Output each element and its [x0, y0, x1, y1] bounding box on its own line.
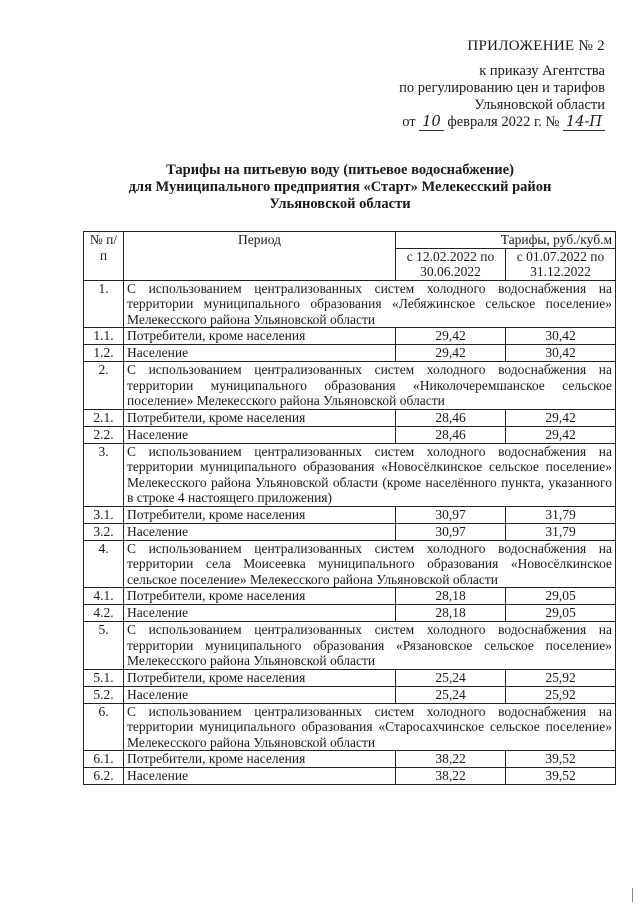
row-value-period-2: 29,42: [506, 426, 616, 443]
row-value-period-2: 31,79: [506, 506, 616, 523]
table-group-row: [84, 443, 616, 506]
row-number: 1.1.: [84, 328, 124, 345]
appendix-title: ПРИЛОЖЕНИЕ № 2: [467, 38, 605, 54]
table-row: [84, 409, 616, 426]
table-row: [84, 328, 616, 345]
date-rest: февраля 2022 г. №: [447, 114, 560, 130]
table-group-row: [84, 280, 616, 328]
row-number: 1.2.: [84, 345, 124, 362]
tariff-table-body: [84, 280, 616, 785]
row-label: Население: [124, 686, 396, 703]
row-number: 5.1.: [84, 669, 124, 686]
group-number: 4.: [84, 540, 124, 588]
date-prefix: от: [402, 114, 416, 130]
header-period: Период: [124, 232, 396, 281]
order-number-handwritten: 14-П: [563, 114, 605, 131]
header-tariffs: Тарифы, руб./куб.м: [396, 232, 616, 249]
header-number: № п/п: [84, 232, 124, 281]
row-value-period-1: 30,97: [396, 523, 506, 540]
document-title: [60, 162, 620, 213]
header-date-2: с 01.07.2022 по 31.12.2022: [506, 248, 616, 280]
row-number: 3.1.: [84, 506, 124, 523]
row-value-period-2: 39,52: [506, 768, 616, 785]
row-value-period-2: 25,92: [506, 669, 616, 686]
row-value-period-1: 25,24: [396, 669, 506, 686]
row-label: Потребители, кроме населения: [124, 669, 396, 686]
title-line-1: Тарифы на питьевую воду (питьевое водоснабжение): [166, 162, 514, 178]
appendix-line-region: Ульяновской области: [474, 97, 605, 113]
row-value-period-2: 31,79: [506, 523, 616, 540]
row-value-period-1: 38,22: [396, 751, 506, 768]
row-label: Население: [124, 523, 396, 540]
row-label: Потребители, кроме населения: [124, 751, 396, 768]
date-day-handwritten: 10: [419, 114, 443, 131]
row-value-period-1: 25,24: [396, 686, 506, 703]
appendix-date-line: [300, 114, 605, 131]
group-number: 6.: [84, 703, 124, 751]
row-number: 3.2.: [84, 523, 124, 540]
table-row: [84, 605, 616, 622]
row-number: 4.1.: [84, 588, 124, 605]
row-value-period-2: 29,05: [506, 605, 616, 622]
table-row: [84, 669, 616, 686]
row-value-period-2: 39,52: [506, 751, 616, 768]
row-number: 6.2.: [84, 768, 124, 785]
row-label: Население: [124, 605, 396, 622]
row-number: 2.1.: [84, 409, 124, 426]
row-number: 2.2.: [84, 426, 124, 443]
table-row: [84, 751, 616, 768]
group-description: С использованием централизованных систем холодного водоснабжения на территории муниципального образования «Рязановское сельское поселение» Мелекесского района Ульяновской области: [124, 622, 616, 670]
appendix-block: [300, 38, 605, 131]
title-line-2: для Муниципального предприятия «Старт» Мелекесский район: [128, 179, 552, 195]
appendix-line-agency: по регулированию цен и тарифов: [399, 80, 605, 96]
row-label: Потребители, кроме населения: [124, 506, 396, 523]
table-row: [84, 506, 616, 523]
group-number: 3.: [84, 443, 124, 506]
group-description: С использованием централизованных систем холодного водоснабжения на территории села Моисеевка муниципального образования «Новосёлкинское сельское поселение» Мелекесского района Ульяновской области: [124, 540, 616, 588]
row-value-period-2: 30,42: [506, 345, 616, 362]
row-value-period-2: 29,42: [506, 409, 616, 426]
table-group-row: [84, 703, 616, 751]
title-line-3: Ульяновской области: [269, 196, 411, 212]
row-label: Население: [124, 768, 396, 785]
table-row: [84, 345, 616, 362]
row-value-period-2: 25,92: [506, 686, 616, 703]
appendix-line-order: к приказу Агентства: [479, 63, 605, 79]
row-value-period-2: 30,42: [506, 328, 616, 345]
row-label: Потребители, кроме населения: [124, 588, 396, 605]
row-label: Потребители, кроме населения: [124, 328, 396, 345]
row-label: Население: [124, 345, 396, 362]
table-row: [84, 588, 616, 605]
row-value-period-1: 29,42: [396, 328, 506, 345]
tariff-table: [83, 231, 616, 785]
row-number: 6.1.: [84, 751, 124, 768]
table-row: [84, 686, 616, 703]
table-group-row: [84, 540, 616, 588]
table-group-row: [84, 622, 616, 670]
group-number: 1.: [84, 280, 124, 328]
row-label: Потребители, кроме населения: [124, 409, 396, 426]
group-number: 5.: [84, 622, 124, 670]
row-value-period-2: 29,05: [506, 588, 616, 605]
group-description: С использованием централизованных систем холодного водоснабжения на территории муниципального образования «Старосахчинское сельское поселение» Мелекесского района Ульяновской области: [124, 703, 616, 751]
row-value-period-1: 38,22: [396, 768, 506, 785]
table-group-row: [84, 362, 616, 410]
group-description: С использованием централизованных систем холодного водоснабжения на территории муниципального образования «Николочеремшанское сельское поселение» Мелекесского района Ульяновской области: [124, 362, 616, 410]
group-description: С использованием централизованных систем холодного водоснабжения на территории муниципального образования «Лебяжинское сельское поселение» Мелекесского района Ульяновской области: [124, 280, 616, 328]
row-value-period-1: 28,46: [396, 409, 506, 426]
group-description: С использованием централизованных систем холодного водоснабжения на территории муниципального образования «Новосёлкинское сельское поселение» Мелекесского района Ульяновской области (кроме населённого пункта, указанного в строке 4 настоящего приложения): [124, 443, 616, 506]
table-row: [84, 523, 616, 540]
row-number: 5.2.: [84, 686, 124, 703]
row-number: 4.2.: [84, 605, 124, 622]
row-value-period-1: 29,42: [396, 345, 506, 362]
row-value-period-1: 28,46: [396, 426, 506, 443]
row-value-period-1: 28,18: [396, 588, 506, 605]
row-label: Население: [124, 426, 396, 443]
row-value-period-1: 30,97: [396, 506, 506, 523]
table-row: [84, 426, 616, 443]
header-date-1: с 12.02.2022 по 30.06.2022: [396, 248, 506, 280]
row-value-period-1: 28,18: [396, 605, 506, 622]
page-edge-mark: [632, 888, 639, 902]
group-number: 2.: [84, 362, 124, 410]
table-row: [84, 768, 616, 785]
